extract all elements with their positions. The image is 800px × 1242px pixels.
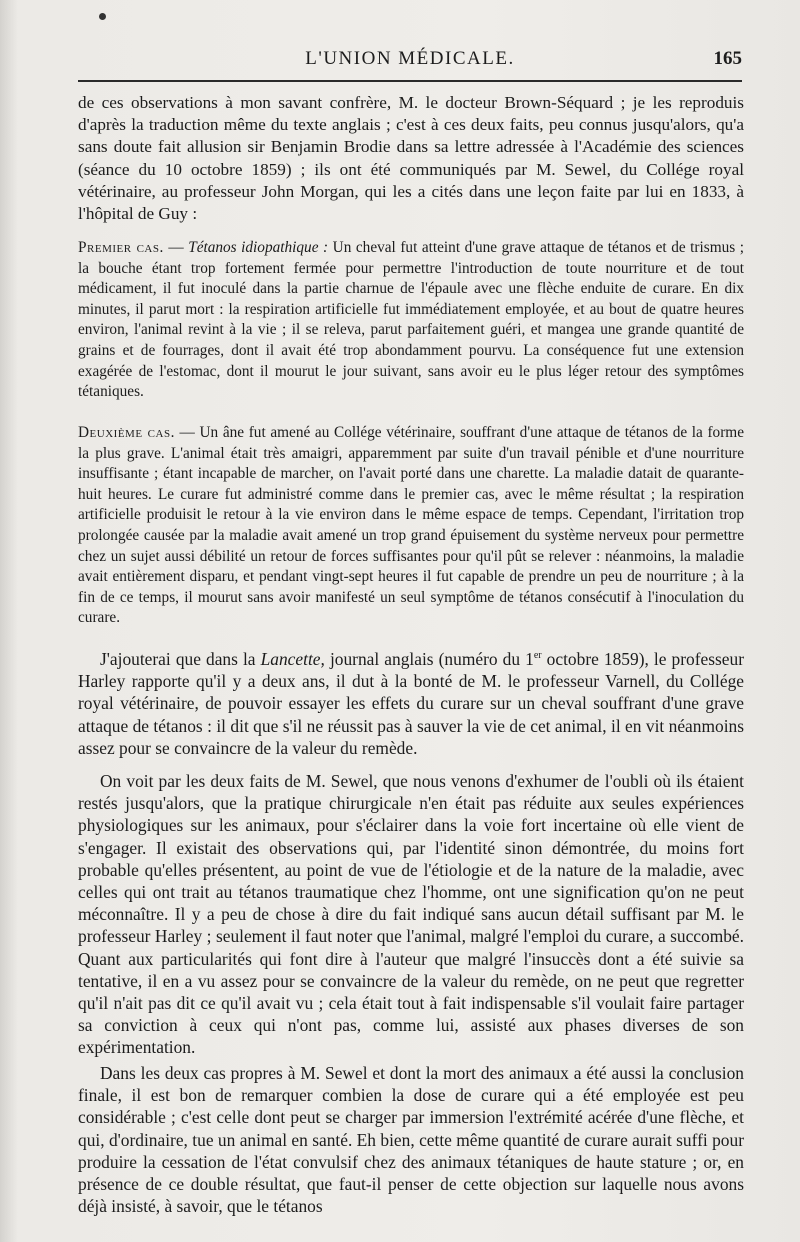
dans-paragraph: Dans les deux cas propres à M. Sewel et dont la mort des animaux a été aussi la conclusion finale, il est bon de remarquer combien la dose de curare qui a été employée est peu considérable ; c'est celle dont peut se charger par immersion l'extrémité acérée d'une flèche, et qui, d'ordinaire, tue un animal en santé. Eh bien, cette même quantité de curare aurait suffi pour produire la cessation de l'état convulsif chez des animaux tétaniques de haute stature ; or, en présence de ce double résultat, que faut-il penser de cette objection sur laquelle nous avons déjà insisté, à savoir, que le tétanos	[78, 1063, 744, 1217]
header-rule	[78, 80, 742, 82]
case-two-paragraph	[78, 423, 744, 629]
sewel-paragraph: On voit par les deux faits de M. Sewel, que nous venons d'exhumer de l'oubli où ils étaient restés jusqu'alors, que la pratique chirurgicale n'en était pas réduite aux seules expériences physiologiques sur les animaux, pour s'éclairer dans la voie fort incertaine où elle vient de s'engager. Il existait des observations qui, par l'identité sinon démontrée, du moins fort probable qu'elles présentent, au point de vue de l'étiologie et de la nature de la maladie, avec celles qui ont trait au tétanos traumatique chez l'homme, ont une signification qu'on ne peut méconnaître. Il y a peu de chose à dire du fait indiqué sans aucun détail suffisant par M. le professeur Harley ; seulement il faut noter que l'animal, malgré l'emploi du curare, a succombé. Quant aux particularités qui font dire à l'auteur que malgré l'insuccès dont a été suivie sa tentative, il en a vu assez pour se convaincre de la valeur du remède, on ne peut que regretter qu'il n'ait pas dit ce qu'il avait vu ; cela était tout à fait indispensable s'il voulait faire partager sa conviction à ceux qui n'ont pas, comme lui, assisté aux phases diverses de son expérimentation.	[78, 771, 744, 1058]
case-one-title: Tétanos idiopathique :	[188, 239, 329, 256]
lancette-paragraph	[78, 648, 744, 759]
page-number: 165	[713, 48, 742, 69]
case-two-label: Deuxième cas.	[78, 424, 175, 441]
case-one-dash: —	[163, 239, 189, 256]
case-one-paragraph	[78, 238, 744, 403]
lancette-after: octobre 1859), le professeur Harley rapporte qu'il y a deux ans, il dut à la bonté de M. le professeur Varnell, du Collége royal vétérinaire, de pouvoir essayer les effets du curare sur un cheval souffrant d'une grave attaque de tétanos : il dit que s'il ne réussit pas à sauver la vie de cet animal, il en vit néanmoins assez pour se convaincre de la valeur du remède.	[78, 649, 744, 758]
case-one-label: Premier cas.	[78, 239, 164, 256]
journal-title: Lancette,	[260, 649, 325, 669]
page-header	[78, 42, 742, 82]
lancette-mid: journal anglais (numéro du 1	[324, 649, 534, 669]
lancette-before: J'ajouterai que dans la	[100, 649, 261, 669]
ordinal-superscript: er	[533, 650, 542, 662]
intro-paragraph: de ces observations à mon savant confrère, M. le docteur Brown-Séquard ; je les reproduis d'après la traduction même du texte anglais ; c'est à ces deux faits, peu connus jusqu'alors, qu'a sans doute fait allusion sir Benjamin Brodie dans sa lettre adressée à l'Académie des sciences (séance du 10 octobre 1859) ; ils ont été communiqués par M. Sewel, du Collége royal vétérinaire, au professeur John Morgan, qui les a cités dans une leçon faite par lui en 1833, à l'hôpital de Guy :	[78, 93, 744, 224]
ink-speck	[99, 13, 106, 20]
case-two-text: — Un âne fut amené au Collége vétérinaire, souffrant d'une attaque de tétanos de la forme la plus grave. L'animal était très amaigri, apparemment par suite d'un travail pénible et d'une nourriture insuffisante ; étant incapable de marcher, on l'avait porté dans une charette. La maladie datait de quarante-huit heures. Le curare fut administré comme dans le premier cas, avec le même résultat ; la respiration artificielle produisit le retour à la vie environ dans le même espace de temps. Cependant, l'irritation trop prolongée causée par la maladie avait amené un trop grand épuisement du système nerveux pour permettre chez un sujet aussi débilité un retour de forces suffisantes pour qu'il pût se relever : néanmoins, la maladie avait entièrement disparu, et pendant vingt-sept heures il fut capable de prendre un peu de nourriture ; à la fin de ce temps, il mourut sans avoir manifesté un seul symptôme de tétanos consécutif à l'inoculation du curare.	[78, 424, 744, 627]
running-title: L'UNION MÉDICALE.	[305, 48, 515, 69]
case-one-text: Un cheval fut atteint d'une grave attaque de tétanos et de trismus ; la bouche étant trop fortement fermée pour permettre l'introduction de toute nourriture et de tout médicament, il fut inoculé dans la partie charnue de l'épaule avec une flèche enduite de curare. En dix minutes, il parut mort : la respiration artificielle fut immédiatement employée, et au bout de quatre heures environ, l'animal revint à la vie ; il se releva, parut parfaitement guéri, et mangea une grande quantité de grains et de fourrages, dont il avait été trop abondamment pourvu. La conséquence fut une extension exagérée de l'estomac, dont il mourut le jour suivant, sans avoir eu le plus léger retour des symptômes tétaniques.	[78, 239, 744, 401]
